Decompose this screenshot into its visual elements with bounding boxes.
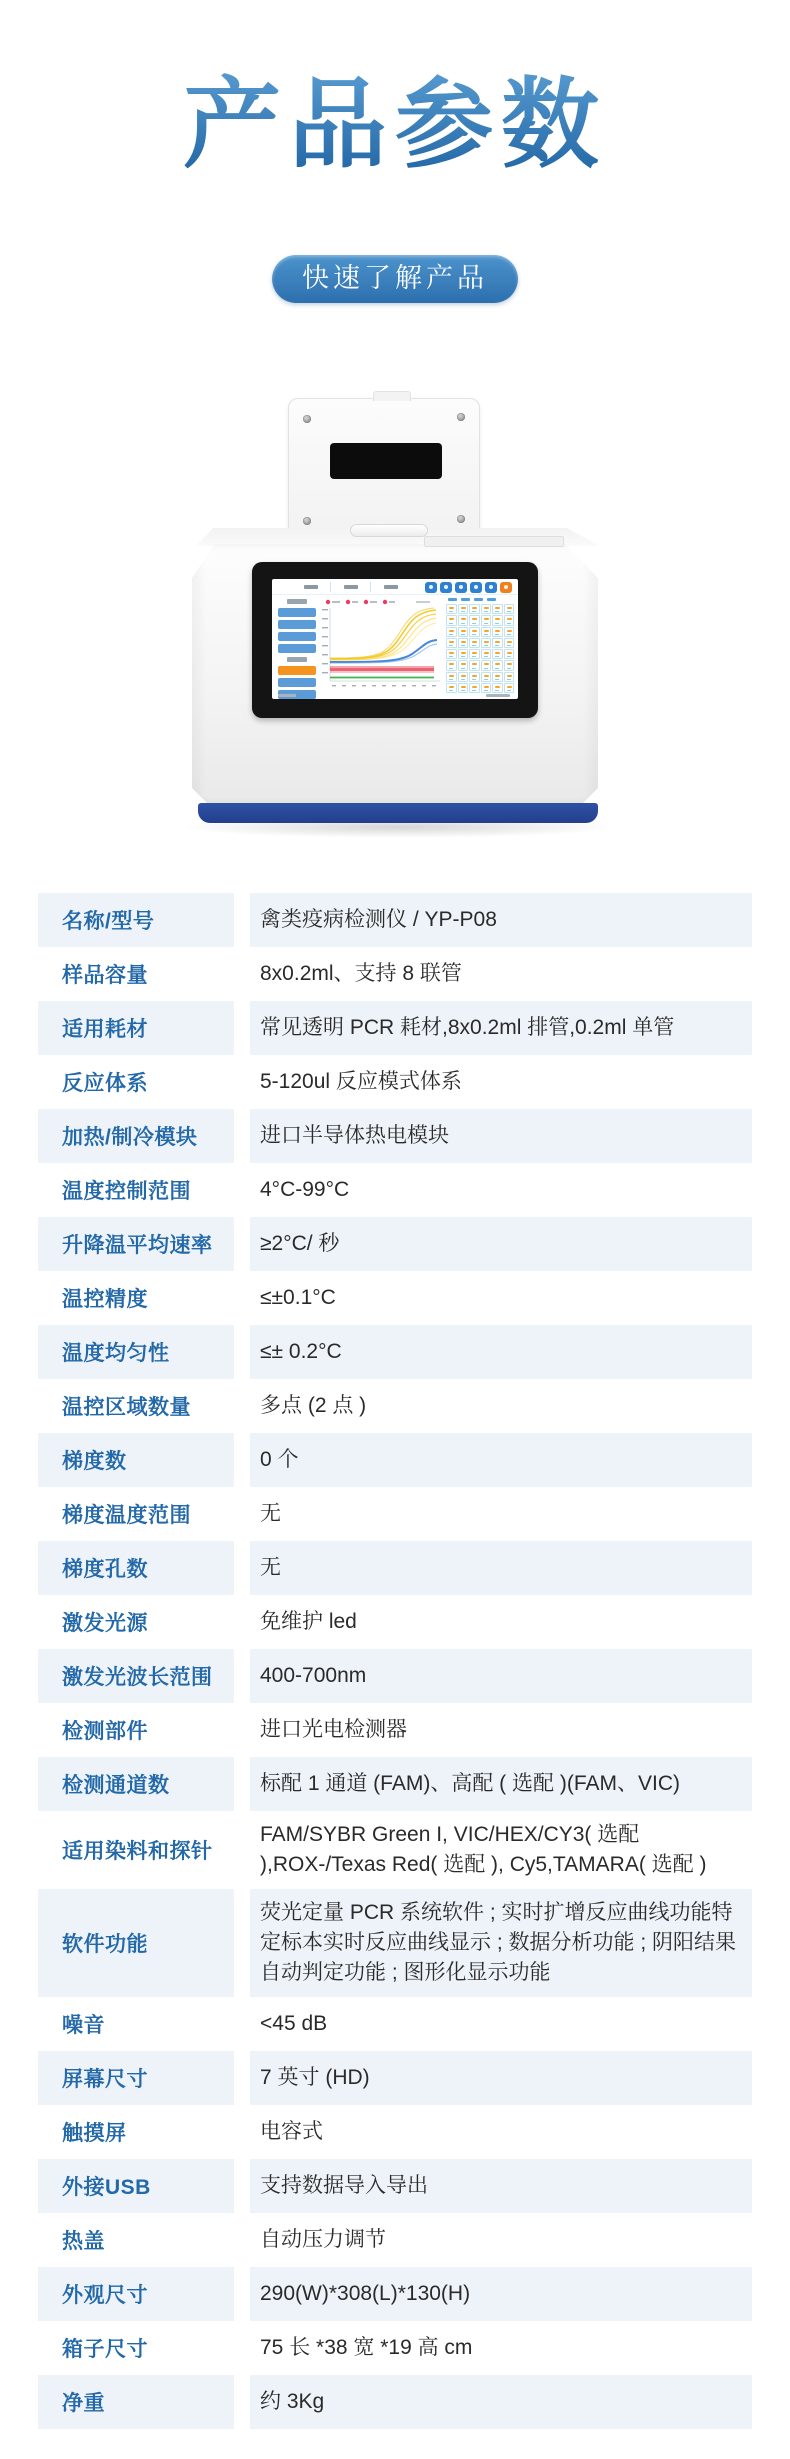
spec-value: 8x0.2ml、支持 8 联管	[260, 962, 462, 985]
spec-value: 常见透明 PCR 耗材,8x0.2ml 排管,0.2ml 单管	[250, 1001, 752, 1055]
screen-sidebar-button	[278, 666, 316, 675]
spec-value: 0 个	[250, 1433, 752, 1487]
spec-row	[38, 1649, 752, 1703]
well-cell	[469, 627, 480, 637]
spec-value: 进口半导体热电模块	[250, 1109, 752, 1163]
spec-label: 加热/制冷模块	[38, 1109, 234, 1163]
spec-value: 多点 (2 点 )	[260, 1394, 367, 1417]
spec-label: 名称/型号	[38, 893, 234, 947]
well-cell	[469, 604, 480, 614]
spec-value: 自动压力调节	[260, 2228, 386, 2251]
device-lid-latch	[350, 524, 428, 537]
well-grid	[446, 604, 514, 693]
screen-tab	[384, 585, 398, 589]
screen-toolbar-icon	[440, 582, 452, 593]
well-cell	[458, 615, 469, 625]
well-cell	[446, 660, 457, 670]
spec-value: 7 英寸 (HD)	[250, 2051, 752, 2105]
well-cell	[446, 638, 457, 648]
spec-row	[38, 2213, 752, 2267]
well-cell	[504, 604, 515, 614]
spec-row	[38, 1055, 752, 1109]
spec-row	[38, 1001, 752, 1055]
spec-value: 禽类疫病检测仪 / YP-P08	[250, 893, 752, 947]
well-cell	[492, 683, 503, 693]
well-cell	[458, 660, 469, 670]
spec-value: ≤±0.1°C	[260, 1286, 336, 1309]
spec-row	[38, 2105, 752, 2159]
device-lid-tab	[373, 391, 411, 401]
well-cell	[458, 672, 469, 682]
spec-value: 荧光定量 PCR 系统软件 ; 实时扩增反应曲线功能特定标本实时反应曲线显示 ; 数据分析功能 ; 阴阳结果自动判定功能 ; 图形化显示功能	[250, 1889, 752, 1997]
screen-tab	[304, 585, 318, 589]
screen-toolbar-icon	[485, 582, 497, 593]
well-cell	[469, 615, 480, 625]
spec-label: 升降温平均速率	[38, 1217, 234, 1271]
device-screen	[272, 579, 518, 699]
screen-sidebar-button	[278, 678, 316, 687]
screen-section-label	[287, 657, 307, 662]
well-cell	[481, 615, 492, 625]
well-cell	[469, 672, 480, 682]
spec-row	[38, 1433, 752, 1487]
spec-label: 温度控制范围	[62, 1180, 191, 1203]
well-cell	[446, 627, 457, 637]
spec-row	[38, 1325, 752, 1379]
well-cell	[446, 683, 457, 693]
spec-label: 梯度温度范围	[62, 1504, 191, 1527]
spec-label: 激发光源	[62, 1612, 148, 1635]
spec-row	[38, 1757, 752, 1811]
device-lid-window	[330, 443, 442, 479]
screen-toolbar-icon	[425, 582, 437, 593]
spec-value: 75 长 *38 宽 *19 高 cm	[260, 2336, 473, 2359]
well-cell	[469, 638, 480, 648]
spec-row	[38, 1889, 752, 1997]
well-cell	[458, 604, 469, 614]
spec-row	[38, 2375, 752, 2429]
well-cell	[504, 683, 515, 693]
spec-value: 电容式	[260, 2120, 323, 2143]
well-cell	[481, 638, 492, 648]
device-lid	[288, 398, 480, 538]
spec-row	[38, 947, 752, 1001]
device-screen-bezel	[252, 562, 538, 718]
well-cell	[446, 604, 457, 614]
spec-label: 触摸屏	[62, 2122, 127, 2145]
well-cell	[458, 649, 469, 659]
well-cell	[446, 672, 457, 682]
well-cell	[481, 660, 492, 670]
well-cell	[504, 615, 515, 625]
spec-row	[38, 2159, 752, 2213]
spec-row	[38, 2321, 752, 2375]
well-cell	[469, 649, 480, 659]
spec-row	[38, 1997, 752, 2051]
screw-icon	[457, 515, 465, 523]
spec-value: 支持数据导入导出	[250, 2159, 752, 2213]
spec-value: 免维护 led	[260, 1610, 357, 1633]
spec-value: 标配 1 通道 (FAM)、高配 ( 选配 )(FAM、VIC)	[250, 1757, 752, 1811]
spec-label: 梯度孔数	[38, 1541, 234, 1595]
device-label-strip	[424, 536, 564, 547]
spec-label: 样品容量	[62, 964, 148, 987]
spec-label: 外观尺寸	[38, 2267, 234, 2321]
spec-label: 反应体系	[62, 1072, 148, 1095]
spec-row	[38, 2267, 752, 2321]
spec-value: 进口光电检测器	[260, 1718, 407, 1741]
spec-label: 检测通道数	[38, 1757, 234, 1811]
screen-toolbar-icons	[425, 582, 512, 593]
well-cell	[481, 672, 492, 682]
well-cell	[469, 683, 480, 693]
spec-label: 热盖	[62, 2230, 105, 2253]
spec-row	[38, 1271, 752, 1325]
screen-toolbar-icon	[455, 582, 467, 593]
spec-label: 噪音	[62, 2014, 105, 2037]
spec-label: 屏幕尺寸	[38, 2051, 234, 2105]
screen-sidebar	[275, 598, 319, 699]
divider	[330, 582, 331, 592]
spec-value: FAM/SYBR Green I, VIC/HEX/CY3( 选配 ),ROX-/Texas Red( 选配 ), Cy5,TAMARA( 选配 )	[260, 1823, 707, 1876]
spec-row	[38, 1703, 752, 1757]
status-text	[486, 694, 510, 697]
spec-label: 净重	[38, 2375, 234, 2429]
device-base	[198, 803, 598, 823]
screen-toolbar	[272, 579, 518, 595]
product-photo	[0, 330, 790, 850]
spec-label: 温控精度	[62, 1288, 148, 1311]
well-cell	[492, 627, 503, 637]
spec-value: ≤± 0.2°C	[250, 1325, 752, 1379]
well-cell	[492, 649, 503, 659]
spec-label: 梯度数	[38, 1433, 234, 1487]
spec-row	[38, 1595, 752, 1649]
screw-icon	[457, 413, 465, 421]
screen-tab	[344, 585, 358, 589]
screen-toolbar-icon	[470, 582, 482, 593]
spec-row	[38, 1811, 752, 1889]
spec-value: ≥2°C/ 秒	[250, 1217, 752, 1271]
spec-value: 290(W)*308(L)*130(H)	[250, 2267, 752, 2321]
status-text	[278, 694, 296, 697]
spec-label: 检测部件	[62, 1720, 148, 1743]
well-cell	[481, 604, 492, 614]
page-title: 产品参数	[0, 44, 790, 208]
well-cell	[458, 683, 469, 693]
spec-table	[38, 893, 752, 2429]
spec-label: 软件功能	[38, 1889, 234, 1997]
spec-row	[38, 893, 752, 947]
screen-sidebar-button	[278, 620, 316, 629]
well-cell	[492, 660, 503, 670]
well-cell	[492, 638, 503, 648]
well-cell	[504, 649, 515, 659]
well-cell	[504, 627, 515, 637]
well-cell	[481, 649, 492, 659]
spec-label: 适用染料和探针	[62, 1840, 213, 1863]
spec-value: 4°C-99°C	[260, 1178, 350, 1201]
spec-row	[38, 1163, 752, 1217]
screen-section-label	[287, 599, 307, 604]
spec-value: 无	[250, 1541, 752, 1595]
well-cell	[458, 638, 469, 648]
spec-value: 无	[260, 1502, 281, 1525]
spec-label: 激发光波长范围	[38, 1649, 234, 1703]
well-cell	[492, 604, 503, 614]
amplification-chart	[320, 596, 444, 694]
spec-row	[38, 2051, 752, 2105]
screen-toolbar-icon	[500, 582, 512, 593]
well-cell	[469, 660, 480, 670]
spec-label: 温控区域数量	[62, 1396, 191, 1419]
well-cell	[446, 649, 457, 659]
spec-row	[38, 1541, 752, 1595]
well-cell	[504, 638, 515, 648]
screw-icon	[303, 415, 311, 423]
divider	[370, 582, 371, 592]
screen-sidebar-button	[278, 644, 316, 653]
spec-label: 外接USB	[38, 2159, 234, 2213]
well-grid-header	[448, 598, 496, 601]
spec-row	[38, 1379, 752, 1433]
spec-row	[38, 1487, 752, 1541]
spec-label: 温度均匀性	[38, 1325, 234, 1379]
screen-sidebar-button	[278, 608, 316, 617]
spec-value: 约 3Kg	[250, 2375, 752, 2429]
well-cell	[504, 672, 515, 682]
spec-value: 5-120ul 反应模式体系	[260, 1070, 462, 1093]
well-cell	[481, 683, 492, 693]
well-cell	[446, 615, 457, 625]
well-cell	[504, 660, 515, 670]
spec-value: <45 dB	[260, 2012, 328, 2035]
well-cell	[481, 627, 492, 637]
screw-icon	[303, 517, 311, 525]
spec-label: 箱子尺寸	[62, 2338, 148, 2361]
quick-intro-button[interactable]: 快速了解产品	[272, 255, 518, 303]
well-cell	[458, 627, 469, 637]
spec-row	[38, 1217, 752, 1271]
spec-row	[38, 1109, 752, 1163]
well-cell	[492, 615, 503, 625]
screen-sidebar-button	[278, 632, 316, 641]
spec-value: 400-700nm	[250, 1649, 752, 1703]
spec-label: 适用耗材	[38, 1001, 234, 1055]
well-cell	[492, 672, 503, 682]
